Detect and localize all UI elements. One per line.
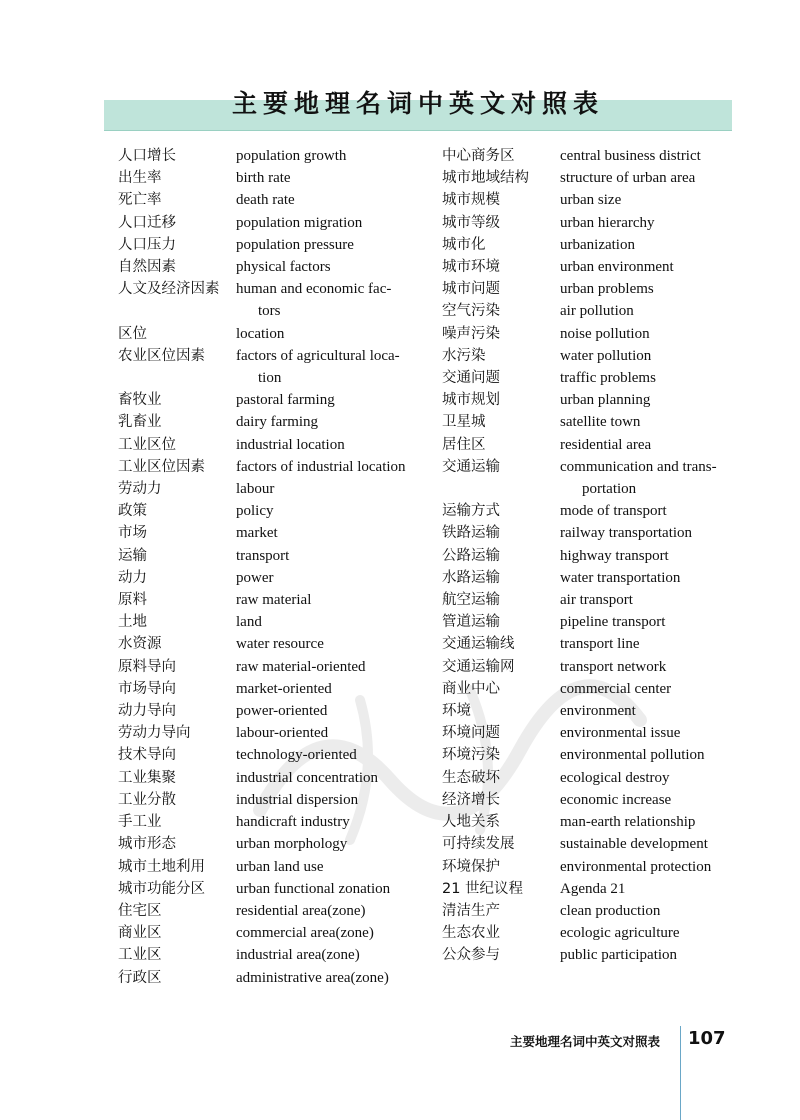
term-chinese: 生态农业 <box>442 925 500 942</box>
term-english <box>236 478 412 500</box>
term-english <box>560 878 736 900</box>
term-chinese: 工业区位因素 <box>118 458 205 475</box>
term-chinese: 城市地域结构 <box>442 170 529 187</box>
glossary-row <box>442 700 736 722</box>
term-english <box>236 744 412 766</box>
term-english <box>560 567 736 589</box>
term-chinese: 城市规划 <box>442 392 500 409</box>
term-chinese: 手工业 <box>118 814 162 831</box>
glossary-row <box>442 145 736 167</box>
term-chinese: 自然因素 <box>118 259 176 276</box>
glossary-row <box>442 367 736 389</box>
term-chinese: 商业区 <box>118 925 162 942</box>
term-english-text: environmental pollution <box>560 747 705 764</box>
term-chinese: 环境问题 <box>442 725 500 742</box>
glossary-row <box>442 744 736 766</box>
term-chinese: 畜牧业 <box>118 392 162 409</box>
glossary-row <box>442 922 736 944</box>
term-chinese: 人口压力 <box>118 236 176 253</box>
glossary-row <box>118 967 412 989</box>
term-english <box>560 500 736 522</box>
term-english-text: Agenda 21 <box>560 880 626 897</box>
term-english <box>236 167 412 189</box>
term-english-text: pipeline transport <box>560 614 666 631</box>
term-english-text: water pollution <box>560 347 652 364</box>
glossary-row <box>118 856 412 878</box>
glossary-row <box>118 500 412 522</box>
glossary-row <box>118 478 412 500</box>
term-english-text: public participation <box>560 947 678 964</box>
term-chinese: 管道运输 <box>442 614 500 631</box>
glossary-row <box>118 744 412 766</box>
term-english-text: power-oriented <box>236 703 328 720</box>
term-english-text: clean production <box>560 902 661 919</box>
term-english-text: water resource <box>236 636 324 653</box>
term-english-text: central business district <box>560 148 701 164</box>
term-chinese: 环境污染 <box>442 747 500 764</box>
glossary-row <box>118 878 412 900</box>
term-chinese: 生态破坏 <box>442 769 500 786</box>
term-english-text: transport <box>236 547 290 564</box>
term-english-text: urban hierarchy <box>560 214 655 231</box>
glossary-row <box>118 323 412 345</box>
glossary-row <box>118 789 412 811</box>
term-chinese: 市场 <box>118 525 147 542</box>
term-chinese: 人口迁移 <box>118 214 176 231</box>
term-chinese: 噪声污染 <box>442 325 500 342</box>
glossary-row <box>118 234 412 256</box>
term-english-text: structure of urban area <box>560 170 696 187</box>
term-chinese: 工业区 <box>118 947 162 964</box>
glossary-row <box>118 700 412 722</box>
term-english <box>236 234 412 256</box>
term-english-text: environmental issue <box>560 725 681 742</box>
term-english-text: water transportation <box>560 569 681 586</box>
term-english <box>560 744 736 766</box>
glossary-row <box>442 234 736 256</box>
term-english <box>560 722 736 744</box>
term-english <box>236 967 412 989</box>
term-chinese: 城市问题 <box>442 281 500 298</box>
term-english <box>236 589 412 611</box>
glossary-row <box>118 411 412 433</box>
term-english-text: air pollution <box>560 303 634 320</box>
glossary-row <box>118 167 412 189</box>
glossary-row <box>118 944 412 966</box>
glossary-row <box>118 389 412 411</box>
term-chinese: 动力 <box>118 569 147 586</box>
glossary-row <box>442 856 736 878</box>
term-english-text: population growth <box>236 148 347 164</box>
term-chinese: 人地关系 <box>442 814 500 831</box>
term-chinese: 政策 <box>118 503 147 520</box>
glossary-row <box>118 767 412 789</box>
term-english-text: mode of transport <box>560 503 667 520</box>
term-english-text: location <box>236 325 285 342</box>
term-english-text: raw material <box>236 592 312 609</box>
term-english-text: population pressure <box>236 236 354 253</box>
glossary-row <box>442 611 736 633</box>
term-chinese: 原料导向 <box>118 658 176 675</box>
term-english <box>236 545 412 567</box>
term-english <box>236 500 412 522</box>
term-english <box>236 922 412 944</box>
term-english <box>560 145 736 167</box>
term-english-text: industrial concentration <box>236 769 379 786</box>
term-english <box>560 789 736 811</box>
term-chinese: 铁路运输 <box>442 525 500 542</box>
glossary-row <box>442 500 736 522</box>
term-english <box>236 389 412 411</box>
term-english-text: highway transport <box>560 547 669 564</box>
glossary-row <box>442 656 736 678</box>
footer-title: 主要地理名词中英文对照表 <box>510 1034 661 1049</box>
term-english-text: man-earth relationship <box>560 814 696 831</box>
term-english <box>560 411 736 433</box>
term-english <box>560 434 736 456</box>
glossary-row <box>442 434 736 456</box>
term-english-text: commercial area(zone) <box>236 925 374 942</box>
term-english <box>560 545 736 567</box>
term-english-text: death rate <box>236 192 295 209</box>
term-chinese: 死亡率 <box>118 192 162 209</box>
term-english <box>560 234 736 256</box>
glossary-row <box>442 545 736 567</box>
glossary-row <box>442 256 736 278</box>
term-english-text: market <box>236 525 278 542</box>
glossary-row <box>442 212 736 234</box>
term-english <box>236 633 412 655</box>
term-english-text: traffic problems <box>560 370 656 387</box>
term-english <box>560 611 736 633</box>
term-english-continuation: tors <box>258 303 281 320</box>
term-english <box>560 345 736 367</box>
term-english-text: dairy farming <box>236 414 319 431</box>
term-chinese: 水资源 <box>118 636 162 653</box>
term-english <box>236 411 412 433</box>
glossary-row <box>118 545 412 567</box>
term-english-text: raw material-oriented <box>236 658 366 675</box>
glossary-row <box>442 767 736 789</box>
term-english-text: sustainable development <box>560 836 708 853</box>
term-chinese: 工业区位 <box>118 436 176 453</box>
glossary-row <box>442 456 736 500</box>
glossary-row <box>118 611 412 633</box>
term-english-text: labour-oriented <box>236 725 329 742</box>
term-chinese: 清洁生产 <box>442 902 500 919</box>
term-chinese: 住宅区 <box>118 902 162 919</box>
term-english <box>236 856 412 878</box>
term-english <box>236 145 412 167</box>
term-english <box>236 878 412 900</box>
term-english-text: satellite town <box>560 414 641 431</box>
term-english <box>560 767 736 789</box>
term-chinese: 城市等级 <box>442 214 500 231</box>
glossary-row <box>118 589 412 611</box>
glossary-row <box>442 722 736 744</box>
term-chinese: 劳动力导向 <box>118 725 191 742</box>
term-english-text: factors of agricultural loca- <box>236 347 400 364</box>
term-english <box>560 811 736 833</box>
term-english-text: handicraft industry <box>236 814 350 831</box>
page-title: 主要地理名词中英文对照表 <box>231 89 604 118</box>
term-english-text: noise pollution <box>560 325 650 342</box>
term-chinese: 动力导向 <box>118 703 176 720</box>
glossary-row <box>442 789 736 811</box>
term-english <box>236 811 412 833</box>
glossary-row <box>118 278 412 322</box>
term-english <box>560 678 736 700</box>
term-english <box>560 167 736 189</box>
term-english-text: urban planning <box>560 392 651 409</box>
term-chinese: 可持续发展 <box>442 836 515 853</box>
term-english <box>560 300 736 322</box>
glossary-row <box>442 567 736 589</box>
term-english-text: urban functional zonation <box>236 880 391 897</box>
term-english <box>236 833 412 855</box>
term-english-text: urban size <box>560 192 622 209</box>
term-english-text: environmental protection <box>560 858 712 875</box>
term-english-text: transport line <box>560 636 640 653</box>
glossary-row <box>118 145 412 167</box>
term-chinese: 农业区位因素 <box>118 347 205 364</box>
term-english-text: administrative area(zone) <box>236 969 389 986</box>
glossary-row <box>442 944 736 966</box>
term-chinese: 人口增长 <box>118 148 176 164</box>
term-english-text: residential area(zone) <box>236 902 366 919</box>
term-chinese: 运输方式 <box>442 503 500 520</box>
term-chinese: 城市功能分区 <box>118 880 205 897</box>
glossary-row <box>118 811 412 833</box>
term-english <box>236 900 412 922</box>
term-chinese: 中心商务区 <box>442 148 515 164</box>
term-english <box>236 944 412 966</box>
term-english-text: commercial center <box>560 680 672 697</box>
term-chinese: 运输 <box>118 547 147 564</box>
term-english <box>236 256 412 278</box>
term-english <box>560 656 736 678</box>
term-english <box>560 367 736 389</box>
footer-divider <box>680 1026 681 1120</box>
term-chinese: 行政区 <box>118 969 162 986</box>
term-chinese: 水路运输 <box>442 569 500 586</box>
term-english <box>236 678 412 700</box>
term-english-text: air transport <box>560 592 633 609</box>
term-chinese: 城市形态 <box>118 836 176 853</box>
term-chinese: 土地 <box>118 614 147 631</box>
glossary-row <box>442 878 736 900</box>
glossary-row <box>118 833 412 855</box>
term-chinese: 交通问题 <box>442 370 500 387</box>
term-chinese: 原料 <box>118 592 147 609</box>
glossary-row <box>118 678 412 700</box>
glossary-row <box>118 434 412 456</box>
term-chinese: 居住区 <box>442 436 486 453</box>
term-english <box>236 567 412 589</box>
term-english-text: market-oriented <box>236 680 332 697</box>
term-english-text: communication and trans- <box>560 458 717 475</box>
term-chinese: 乳畜业 <box>118 414 162 431</box>
term-english <box>236 700 412 722</box>
glossary-row <box>442 900 736 922</box>
term-english <box>236 656 412 678</box>
term-chinese: 市场导向 <box>118 680 176 697</box>
term-english <box>236 278 412 322</box>
glossary-row <box>442 522 736 544</box>
term-english-text: industrial area(zone) <box>236 947 360 964</box>
term-chinese: 经济增长 <box>442 791 500 808</box>
term-english-text: urban environment <box>560 259 674 276</box>
term-english-text: urban morphology <box>236 836 348 853</box>
term-english-text: factors of industrial location <box>236 458 406 475</box>
term-chinese: 城市土地利用 <box>118 858 205 875</box>
term-english-text: urban land use <box>236 858 324 875</box>
term-english <box>560 922 736 944</box>
term-english-text: land <box>236 614 262 631</box>
glossary-row <box>442 633 736 655</box>
glossary-row <box>118 189 412 211</box>
glossary-row <box>118 345 412 389</box>
glossary-row <box>442 345 736 367</box>
term-chinese: 出生率 <box>118 170 162 187</box>
term-chinese: 城市规模 <box>442 192 500 209</box>
glossary-row <box>442 300 736 322</box>
term-english <box>560 212 736 234</box>
glossary-row <box>442 389 736 411</box>
term-english <box>560 944 736 966</box>
glossary-column-left <box>118 145 412 989</box>
term-english-continuation: portation <box>582 481 637 498</box>
glossary-row <box>442 811 736 833</box>
term-english-text: environment <box>560 703 636 720</box>
term-chinese: 环境 <box>442 703 471 720</box>
term-english-text: urbanization <box>560 236 635 253</box>
term-english-text: pastoral farming <box>236 392 335 409</box>
term-chinese: 空气污染 <box>442 303 500 320</box>
glossary-row <box>442 589 736 611</box>
term-english-text: railway transportation <box>560 525 693 542</box>
term-english <box>560 522 736 544</box>
glossary-row <box>118 633 412 655</box>
term-english <box>236 522 412 544</box>
glossary-row <box>118 256 412 278</box>
term-chinese: 航空运输 <box>442 592 500 609</box>
term-chinese: 城市环境 <box>442 259 500 276</box>
term-english <box>560 633 736 655</box>
page-number: 107 <box>688 1028 726 1049</box>
term-english <box>560 900 736 922</box>
term-chinese: 人文及经济因素 <box>118 281 220 298</box>
term-english <box>236 789 412 811</box>
term-chinese: 卫星城 <box>442 414 486 431</box>
term-english-text: human and economic fac- <box>236 281 392 298</box>
term-chinese: 工业分散 <box>118 791 176 808</box>
glossary-row <box>442 833 736 855</box>
glossary-row <box>442 189 736 211</box>
term-english-continuation: tion <box>258 370 282 387</box>
term-english <box>236 189 412 211</box>
term-english-text: industrial location <box>236 436 345 453</box>
term-chinese: 交通运输线 <box>442 636 515 653</box>
term-english <box>236 323 412 345</box>
term-chinese: 公众参与 <box>442 947 500 964</box>
term-english <box>560 189 736 211</box>
term-english <box>236 722 412 744</box>
term-chinese: 交通运输网 <box>442 658 515 675</box>
term-english-text: power <box>236 569 274 586</box>
term-english <box>560 278 736 300</box>
term-english <box>560 589 736 611</box>
term-english <box>560 389 736 411</box>
term-chinese: 城市化 <box>442 236 486 253</box>
term-english-text: ecological destroy <box>560 769 670 786</box>
title-underline <box>104 130 732 131</box>
term-english <box>560 323 736 345</box>
term-english-text: population migration <box>236 214 363 231</box>
glossary-row <box>118 456 412 478</box>
term-english <box>236 345 412 389</box>
glossary-row <box>442 323 736 345</box>
term-english <box>560 856 736 878</box>
term-english-text: policy <box>236 503 274 520</box>
term-english <box>560 700 736 722</box>
term-english <box>236 767 412 789</box>
glossary-row <box>118 567 412 589</box>
glossary-row <box>118 900 412 922</box>
term-chinese: 劳动力 <box>118 481 162 498</box>
glossary-row <box>118 922 412 944</box>
term-english <box>560 456 736 500</box>
term-chinese: 交通运输 <box>442 458 500 475</box>
term-chinese: 技术导向 <box>118 747 176 764</box>
glossary-row <box>118 212 412 234</box>
glossary-row <box>442 411 736 433</box>
term-english <box>236 212 412 234</box>
term-english <box>236 456 412 478</box>
glossary-row <box>118 656 412 678</box>
term-english-text: physical factors <box>236 259 331 276</box>
glossary-column-right <box>442 145 736 967</box>
term-chinese: 工业集聚 <box>118 769 176 786</box>
term-english-text: labour <box>236 481 275 498</box>
term-chinese: 环境保护 <box>442 858 500 875</box>
term-english-text: technology-oriented <box>236 747 357 764</box>
term-english-text: transport network <box>560 658 667 675</box>
term-english <box>236 611 412 633</box>
term-english <box>560 256 736 278</box>
term-english-text: industrial dispersion <box>236 791 359 808</box>
term-english-text: urban problems <box>560 281 654 298</box>
term-english-text: residential area <box>560 436 652 453</box>
term-chinese: 区位 <box>118 325 147 342</box>
glossary-row <box>442 167 736 189</box>
term-english-text: economic increase <box>560 791 672 808</box>
term-chinese: 21 世纪议程 <box>442 880 524 897</box>
glossary-row <box>118 522 412 544</box>
glossary-row <box>118 722 412 744</box>
term-english <box>236 434 412 456</box>
term-english-text: ecologic agriculture <box>560 925 680 942</box>
term-english-text: birth rate <box>236 170 291 187</box>
glossary-row <box>442 678 736 700</box>
term-english <box>560 833 736 855</box>
term-chinese: 公路运输 <box>442 547 500 564</box>
term-chinese: 水污染 <box>442 347 486 364</box>
term-chinese: 商业中心 <box>442 680 500 697</box>
glossary-row <box>442 278 736 300</box>
